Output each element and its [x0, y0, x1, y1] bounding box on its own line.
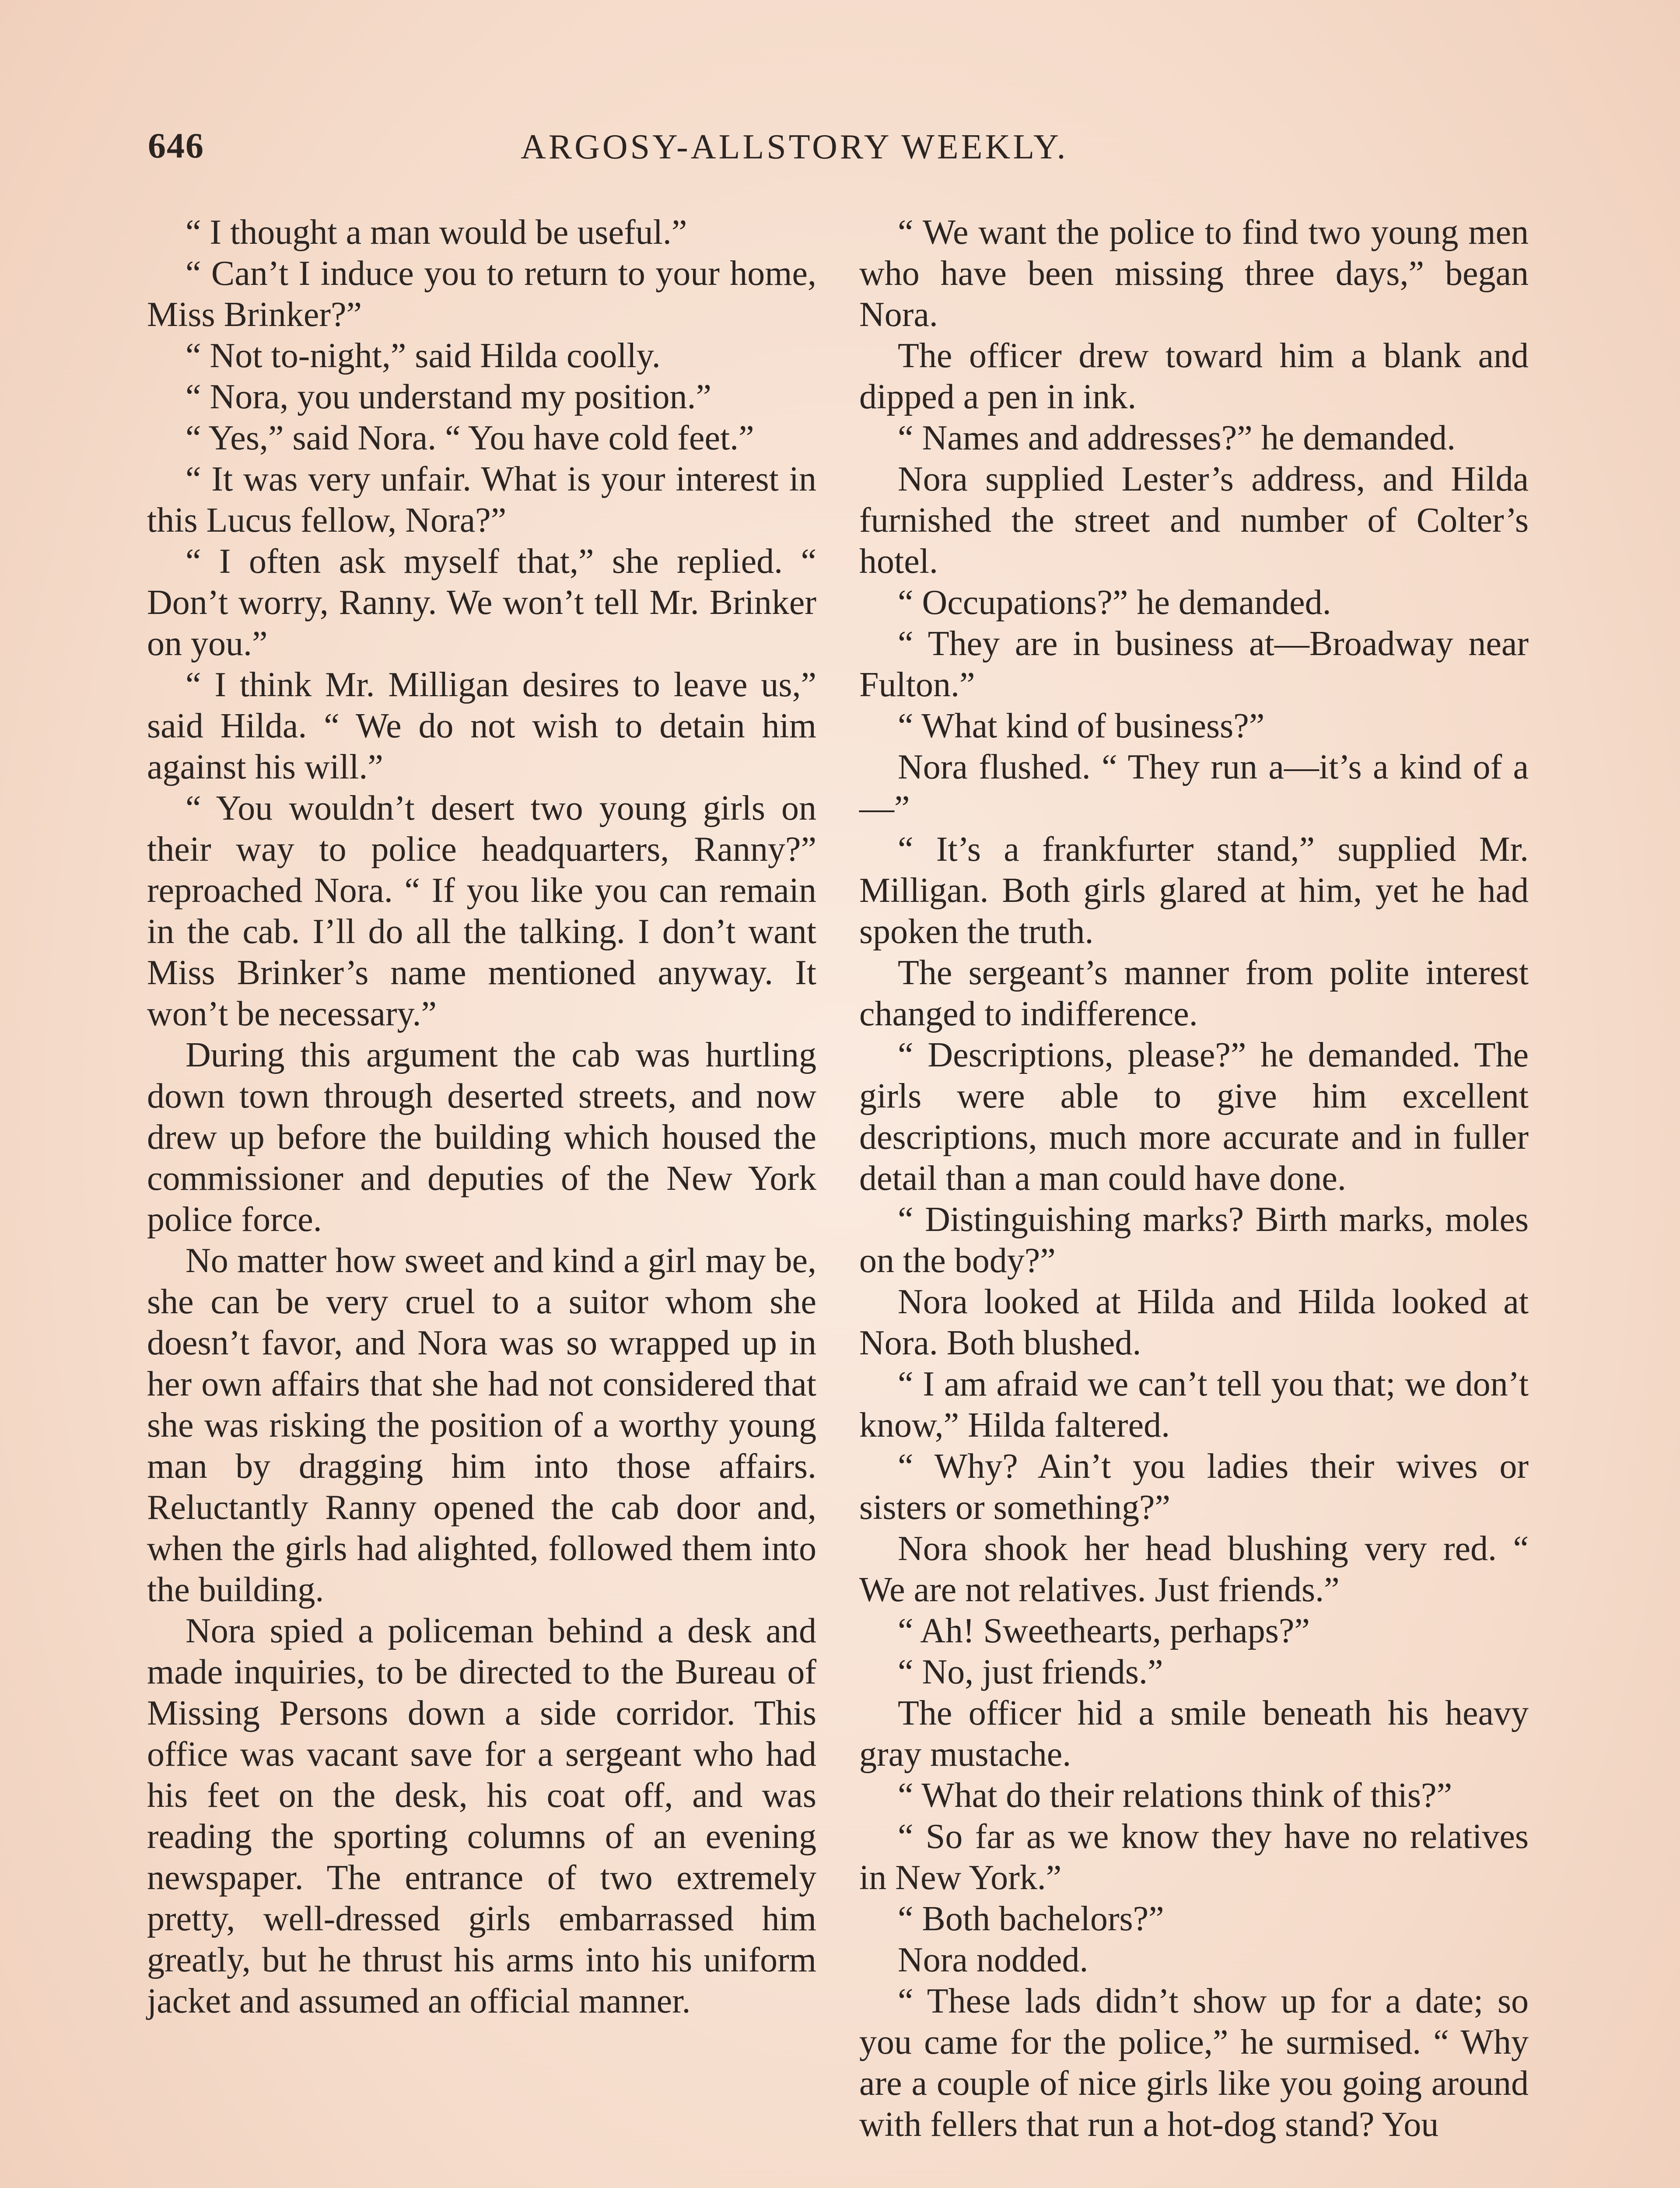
paragraph: “ No, just friends.” — [898, 1653, 1163, 1691]
paragraph: “ We want the police to find two young men who have been missing three days,” began Nora. — [859, 213, 1529, 334]
right-column — [859, 212, 1529, 2145]
running-head: ARGOSY-ALLSTORY WEEKLY. — [521, 128, 1068, 166]
left-column — [147, 212, 816, 2022]
paragraph: “ Not to-night,” said Hilda coolly. — [186, 337, 661, 375]
page-number: 646 — [148, 126, 204, 165]
paragraph: Nora shook her head blushing very red. “ We are not relatives. Just friends.” — [859, 1529, 1529, 1609]
paragraph: “ You wouldn’t desert two young girls on their way to police headquarters, Ranny?” reproached Nora. “ If you like you can remain in the cab. I’ll do all the talking. I don’t want Miss Brinker’s name mentioned anyway. It won’t be necessary.” — [147, 789, 816, 1033]
paragraph: “ Both bachelors?” — [898, 1900, 1164, 1938]
paragraph: “ I thought a man would be useful.” — [186, 213, 687, 252]
paragraph: The officer drew toward him a blank and dipped a pen in ink. — [859, 337, 1529, 416]
paragraph: “ It was very unfair. What is your interest in this Lucus fellow, Nora?” — [147, 460, 816, 540]
paragraph: Nora looked at Hilda and Hilda looked at Nora. Both blushed. — [859, 1283, 1529, 1362]
paragraph: During this argument the cab was hurtling down town through deserted streets, and now drew up before the building which housed the commissioner and deputies of the New York police force. — [147, 1036, 816, 1239]
paragraph: Nora supplied Lester’s address, and Hilda furnished the street and number of Colter’s hotel. — [859, 460, 1529, 581]
paragraph: The sergeant’s manner from polite interest changed to indifference. — [859, 954, 1529, 1033]
paragraph: “ Why? Ain’t you ladies their wives or sisters or something?” — [859, 1447, 1529, 1527]
paragraph: “ Nora, you understand my position.” — [186, 378, 711, 416]
paragraph: “ Ah! Sweethearts, perhaps?” — [898, 1612, 1310, 1650]
paragraph: “ Descriptions, please?” he demanded. The girls were able to give him excellent descriptions, much more accurate and in fuller detail than a man could have done. — [859, 1036, 1529, 1198]
paragraph: Nora nodded. — [898, 1941, 1088, 1979]
paragraph: “ So far as we know they have no relatives in New York.” — [859, 1817, 1529, 1897]
paragraph: “ What kind of business?” — [898, 707, 1265, 745]
paragraph: “ I am afraid we can’t tell you that; we don’t know,” Hilda faltered. — [859, 1365, 1529, 1445]
paragraph: “ What do their relations think of this?” — [898, 1776, 1452, 1815]
paragraph: The officer hid a smile beneath his heavy gray mustache. — [859, 1694, 1529, 1774]
paragraph: Nora spied a policeman behind a desk and made inquiries, to be directed to the Bureau of Missing Persons down a side corridor. This office was vacant save for a sergeant who had his feet on the desk, his coat off, and was reading the sporting columns of an evening newspaper. The entrance of two extremely pretty, well-dressed girls embarrassed him greatly, but he thrust his arms into his uniform jacket and assumed an official manner. — [147, 1612, 816, 2020]
paragraph: “ These lads didn’t show up for a date; so you came for the police,” he surmised. “ Why are a couple of nice girls like you going around with fellers that run a hot-dog stand? You — [859, 1982, 1529, 2144]
paragraph: “ Occupations?” he demanded. — [898, 583, 1331, 622]
paragraph: “ It’s a frankfurter stand,” supplied Mr. Milligan. Both girls glared at him, yet he had spoken the truth. — [859, 830, 1529, 951]
paragraph: “ I think Mr. Milligan desires to leave us,” said Hilda. “ We do not wish to detain him against his will.” — [147, 666, 816, 786]
paragraph: Nora flushed. “ They run a—it’s a kind of a—” — [859, 748, 1529, 828]
paragraph: “ Can’t I induce you to return to your home, Miss Brinker?” — [147, 254, 816, 334]
paragraph: “ Distinguishing marks? Birth marks, moles on the body?” — [859, 1200, 1529, 1280]
paragraph: No matter how sweet and kind a girl may be, she can be very cruel to a suitor whom she doesn’t favor, and Nora was so wrapped up in her own affairs that she had not considered that she was risking the position of a worthy young man by dragging him into those affairs. Reluctantly Ranny opened the cab door and, when the girls had alighted, followed them into the building. — [147, 1241, 816, 1609]
paragraph: “ They are in business at—Broadway near Fulton.” — [859, 624, 1529, 704]
paragraph: “ Names and addresses?” he demanded. — [898, 419, 1456, 457]
paragraph: “ I often ask myself that,” she replied. “ Don’t worry, Ranny. We won’t tell Mr. Brinker on you.” — [147, 542, 816, 663]
paragraph: “ Yes,” said Nora. “ You have cold feet.” — [186, 419, 754, 457]
